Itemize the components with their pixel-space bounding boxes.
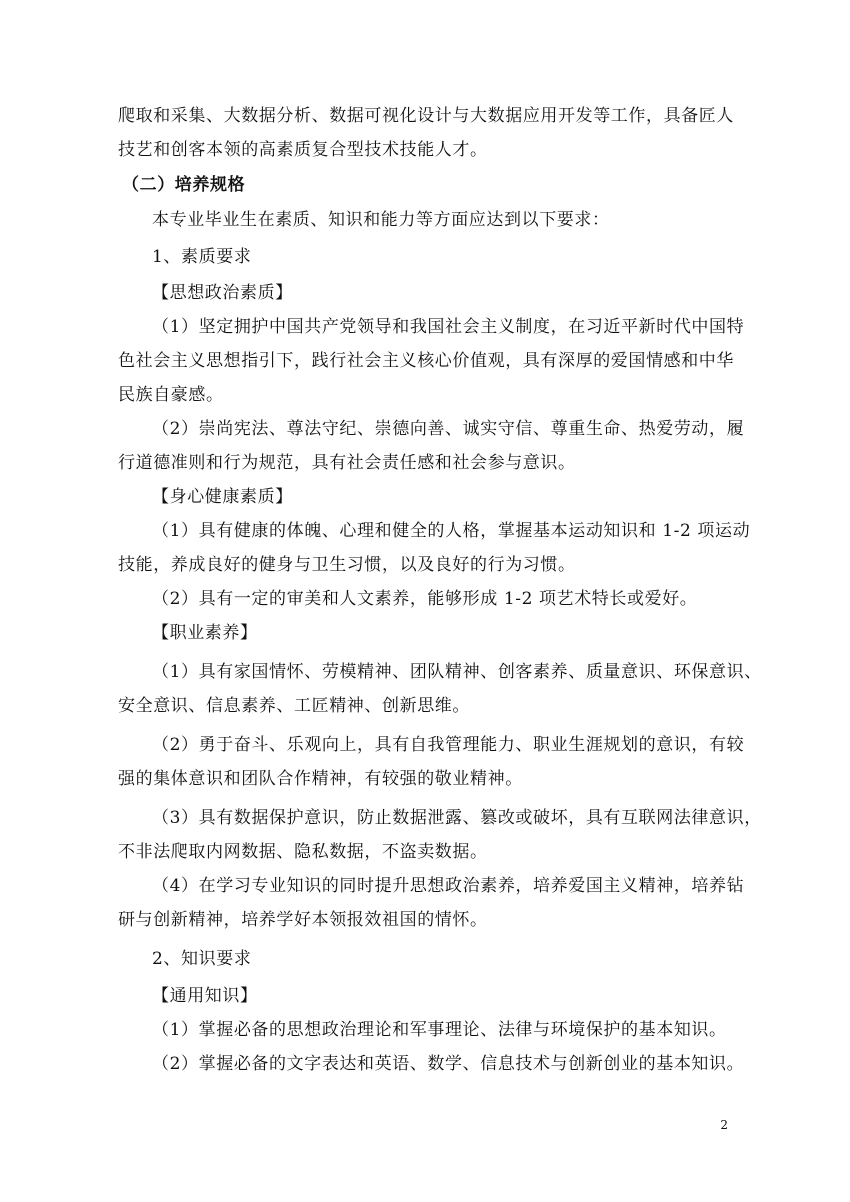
page-number: 2: [720, 1118, 728, 1132]
body-text-line: 民族自豪感。: [118, 385, 224, 405]
body-text-line: 色社会主义思想指引下，践行社会主义核心价值观，具有深厚的爱国情感和中华: [118, 351, 734, 371]
body-text-line: 不非法爬取内网数据、隐私数据，不盗卖数据。: [118, 842, 488, 862]
category-heading: 【通用知识】: [152, 986, 258, 1006]
body-text-line: （1）具有健康的体魄、心理和健全的人格，掌握基本运动知识和 1-2 项运动: [152, 521, 751, 541]
section-heading: （二）培养规格: [122, 175, 246, 195]
body-text-line: （2）勇于奋斗、乐观向上，具有自我管理能力、职业生涯规划的意识，有较: [152, 735, 745, 755]
category-heading: 【思想政治素质】: [152, 283, 293, 303]
body-text-line: 爬取和采集、大数据分析、数据可视化设计与大数据应用开发等工作，具备匠人: [118, 106, 734, 126]
body-text-line: （1）掌握必备的思想政治理论和军事理论、法律与环境保护的基本知识。: [152, 1020, 727, 1040]
body-text-line: 行道德准则和行为规范，具有社会责任感和社会参与意识。: [118, 453, 576, 473]
category-heading: 【身心健康素质】: [152, 487, 293, 507]
body-text-line: （1）具有家国情怀、劳模精神、团队精神、创客素养、质量意识、环保意识、: [152, 662, 762, 682]
body-text-line: 强的集体意识和团队合作精神，有较强的敬业精神。: [118, 769, 523, 789]
category-heading: 【职业素养】: [152, 623, 258, 643]
subsection-heading: 1、素质要求: [152, 247, 252, 267]
body-text-line: 本专业毕业生在素质、知识和能力等方面应达到以下要求：: [152, 210, 610, 230]
body-text-line: （4）在学习专业知识的同时提升思想政治素养，培养爱国主义精神，培养钻: [152, 876, 745, 896]
body-text-line: （3）具有数据保护意识，防止数据泄露、篡改或破坏，具有互联网法律意识，: [152, 808, 762, 828]
body-text-line: 技能，养成良好的健身与卫生习惯，以及良好的行为习惯。: [118, 555, 576, 575]
body-text-line: 技艺和创客本领的高素质复合型技术技能人才。: [118, 140, 488, 160]
body-text-line: 安全意识、信息素养、工匠精神、创新思维。: [118, 696, 470, 716]
body-text-line: 研与创新精神，培养学好本领报效祖国的情怀。: [118, 910, 488, 930]
body-text-line: （2）崇尚宪法、尊法守纪、崇德向善、诚实守信、尊重生命、热爱劳动，履: [152, 419, 745, 439]
subsection-heading: 2、知识要求: [152, 949, 252, 969]
body-text-line: （2）掌握必备的文字表达和英语、数学、信息技术与创新创业的基本知识。: [152, 1054, 745, 1074]
body-text-line: （2）具有一定的审美和人文素养，能够形成 1-2 项艺术特长或爱好。: [152, 589, 698, 609]
body-text-line: （1）坚定拥护中国共产党领导和我国社会主义制度，在习近平新时代中国特: [152, 317, 745, 337]
